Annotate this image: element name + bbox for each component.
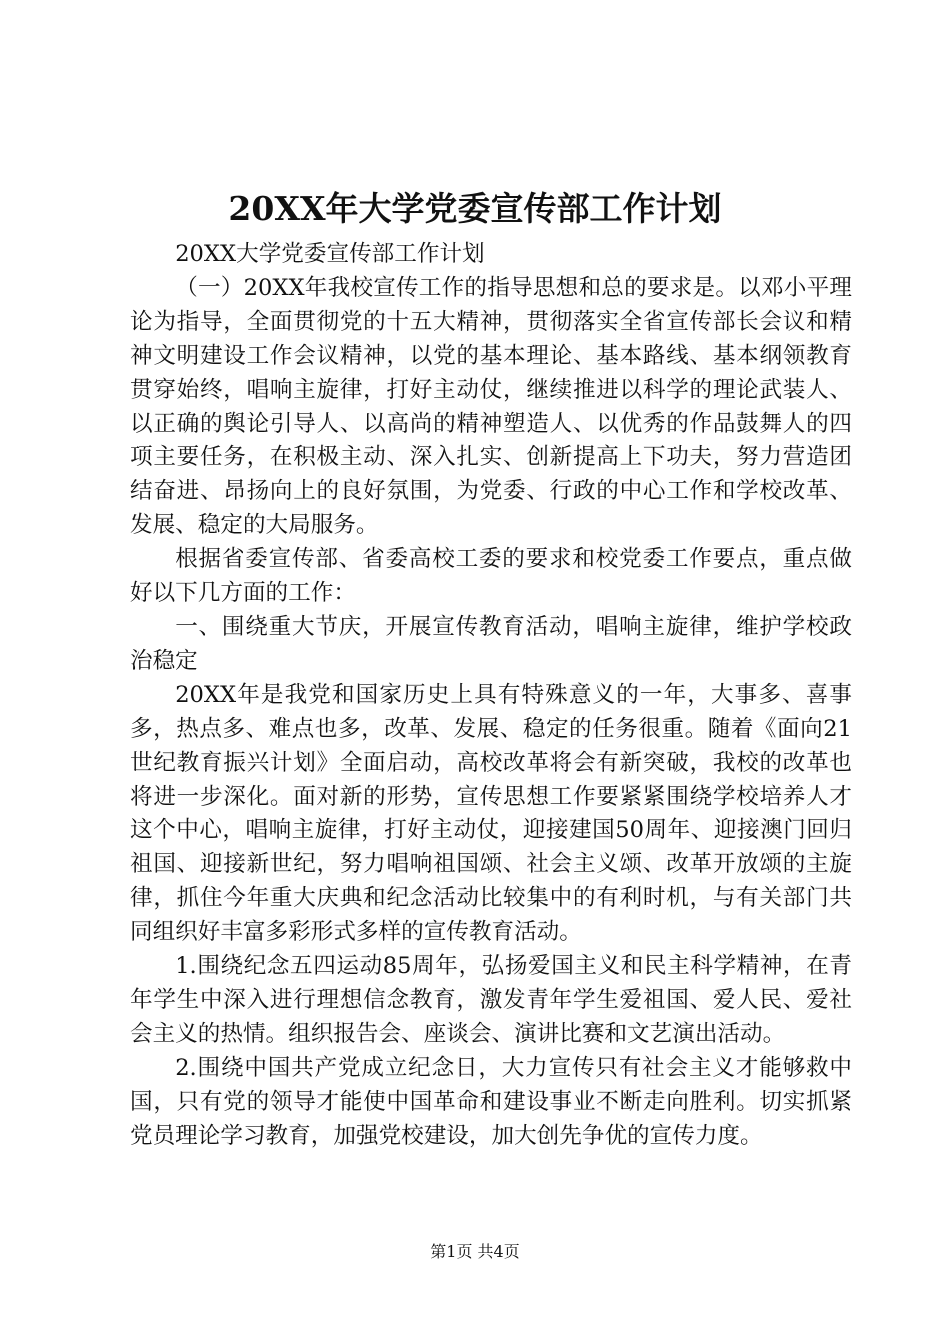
paragraph-section-one-body: 20XX年是我党和国家历史上具有特殊意义的一年，大事多、喜事多，热点多、难点也多，改革、发展、稳定的任务很重。随着《面向21世纪教育振兴计划》全面启动，高校改革将会有新突破，我校的改革也将进一步深化。面对新的形势，宣传思想工作要紧紧围绕学校培养人才这个中心，唱响主旋律，打好主动仗，迎接建国50周年、迎接澳门回归祖国、迎接新世纪，努力唱响祖国颂、社会主义颂、改革开放颂的主旋律，抓住今年重大庆典和纪念活动比较集中的有利时机，与有关部门共同组织好丰富多彩形式多样的宣传教育活动。 [130,681,852,946]
paragraph-item-1: 1.围绕纪念五四运动85周年，弘扬爱国主义和民主科学精神，在青年学生中深入进行理想信念教育，激发青年学生爱祖国、爱人民、爱社会主义的热情。组织报告会、座谈会、演讲比赛和文艺演出活动。 [130,953,852,1047]
document-body [130,238,852,1153]
page-number-footer: 第1页 共4页 [430,1242,520,1261]
paragraph-guiding-ideology: （一）20XX年我校宣传工作的指导思想和总的要求是。以邓小平理论为指导，全面贯彻党的十五大精神，贯彻落实全省宣传部长会议和精神文明建设工作会议精神，以党的基本理论、基本路线、基本纲领教育贯穿始终，唱响主旋律，打好主动仗，继续推进以科学的理论武装人、以正确的舆论引导人、以高尚的精神塑造人、以优秀的作品鼓舞人的四项主要任务，在积极主动、深入扎实、创新提高上下功夫，努力营造团结奋进、昂扬向上的良好氛围，为党委、行政的中心工作和学校改革、发展、稳定的大局服务。 [130,274,852,539]
paragraph-key-work: 根据省委宣传部、省委高校工委的要求和校党委工作要点，重点做好以下几方面的工作： [130,546,852,607]
paragraph-item-2: 2.围绕中国共产党成立纪念日，大力宣传只有社会主义才能够救中国，只有党的领导才能使中国革命和建设事业不断走向胜利。切实抓紧党员理论学习教育，加强党校建设，加大创先争优的宣传力度。 [130,1054,852,1149]
document-title: 20XX年大学党委宣传部工作计划 [228,189,722,228]
paragraph-section-one-heading: 一、围绕重大节庆，开展宣传教育活动，唱响主旋律，维护学校政治稳定 [130,613,852,674]
paragraph-subtitle: 20XX大学党委宣传部工作计划 [175,241,485,267]
